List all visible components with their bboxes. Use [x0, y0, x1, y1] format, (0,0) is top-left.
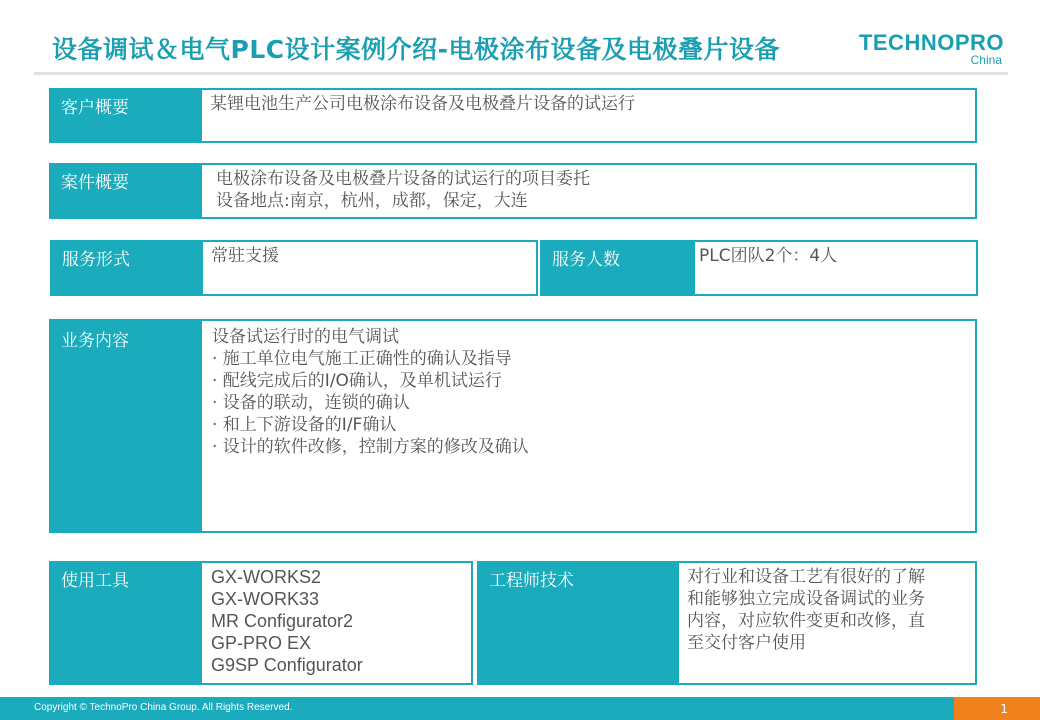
- content-line: 和能够独立完成设备调试的业务: [687, 589, 925, 609]
- tool-item: GX-WORKS2: [211, 567, 322, 587]
- staff-count-box: [540, 240, 978, 296]
- business-content-content: [202, 321, 975, 531]
- tools-box: [49, 561, 473, 685]
- engineer-skills-label: 工程师技术: [479, 563, 679, 683]
- tool-item: G9SP Configurator: [211, 655, 363, 675]
- logo-wordmark: TECHNOPRO: [858, 30, 1004, 55]
- tools-label: 使用工具: [51, 563, 202, 683]
- case-overview-box: [49, 163, 977, 219]
- company-logo: [859, 32, 1004, 67]
- content-line: · 设备的联动，连锁的确认: [212, 393, 410, 413]
- content-line: 电极涂布设备及电极叠片设备的试运行的项目委托: [216, 169, 590, 189]
- footer-bar: [0, 697, 1040, 720]
- content-line: 常驻支援: [211, 246, 279, 266]
- page-number-badge: 1: [954, 697, 1040, 720]
- logo-subtitle: China: [970, 53, 1002, 67]
- tools-content: [202, 563, 471, 683]
- content-line: 设备地点:南京，杭州，成都，保定，大连: [216, 191, 528, 211]
- content-line: · 施工单位电气施工正确性的确认及指导: [212, 349, 512, 369]
- case-overview-content: [202, 165, 975, 217]
- case-overview-label: 案件概要: [51, 165, 202, 217]
- business-content-label: 业务内容: [51, 321, 202, 531]
- staff-count-content: [695, 242, 976, 294]
- customer-overview-label: 客户概要: [51, 90, 202, 141]
- tool-item: GX-WORK33: [211, 589, 320, 609]
- content-line: 某锂电池生产公司电极涂布设备及电极叠片设备的试运行: [210, 94, 635, 114]
- staff-count-label: 服务人数: [542, 242, 695, 294]
- engineer-skills-box: [477, 561, 977, 685]
- engineer-skills-content: [679, 563, 975, 683]
- title-divider: [34, 72, 1008, 75]
- service-form-box: [50, 240, 538, 296]
- content-line: · 配线完成后的I/O确认，及单机试运行: [212, 371, 502, 391]
- content-line: 内容，对应软件变更和改修，直: [687, 611, 925, 631]
- content-line: · 和上下游设备的I/F确认: [212, 415, 397, 435]
- content-line: 至交付客户使用: [687, 633, 806, 653]
- content-line: 对行业和设备工艺有很好的了解: [687, 567, 925, 587]
- tool-item: GP-PRO EX: [211, 633, 312, 653]
- business-content-box: [49, 319, 977, 533]
- page-title: 设备调试＆电气PLC设计案例介绍-电极涂布设备及电极叠片设备: [52, 35, 780, 64]
- customer-overview-box: [49, 88, 977, 143]
- service-form-content: [203, 242, 536, 294]
- tool-item: MR Configurator2: [211, 611, 354, 631]
- content-line: · 设计的软件改修，控制方案的修改及确认: [212, 437, 529, 457]
- service-form-label: 服务形式: [52, 242, 203, 294]
- customer-overview-content: [202, 90, 975, 141]
- copyright-text: Copyright © TechnoPro China Group. All Rights Reserved.: [34, 702, 293, 713]
- content-line: PLC团队2个：4人: [699, 246, 838, 266]
- content-line: 设备试运行时的电气调试: [212, 327, 399, 347]
